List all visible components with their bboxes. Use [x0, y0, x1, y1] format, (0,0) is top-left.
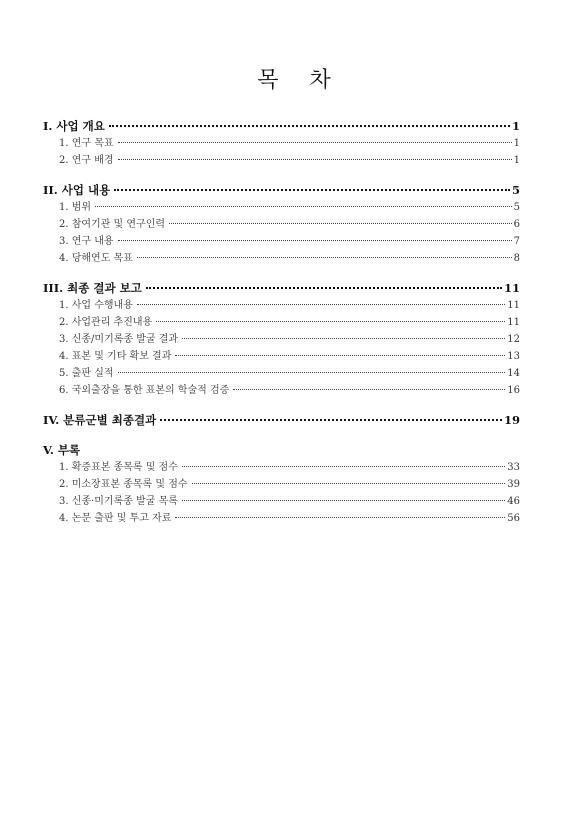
- dot-leader: [137, 303, 505, 305]
- toc-entry-label: 2. 미소장표본 종목록 및 점수: [59, 479, 188, 490]
- toc-entry[interactable]: [43, 476, 520, 493]
- toc-page-number: 11: [507, 300, 520, 311]
- toc-page-number: 6: [513, 219, 520, 230]
- toc-section-label: IV. 분류군별 최종결과: [43, 413, 157, 427]
- toc-entry[interactable]: [43, 493, 520, 510]
- toc-entry-label: 1. 범위: [59, 202, 92, 213]
- toc-section-label: V. 부록: [43, 443, 81, 457]
- dot-leader: [118, 371, 506, 373]
- dot-leader: [109, 124, 510, 127]
- toc-section-heading[interactable]: [43, 280, 520, 297]
- toc-entry-label: 1. 확증표본 종목록 및 점수: [59, 462, 178, 473]
- toc-entry-label: 6. 국외출장을 통한 표본의 학술적 검증: [59, 385, 230, 396]
- dot-leader: [233, 388, 505, 390]
- dot-leader: [95, 205, 512, 207]
- toc-section-heading[interactable]: [43, 412, 520, 429]
- dot-leader: [156, 320, 505, 322]
- toc-page-number: 1: [513, 155, 520, 166]
- toc-section-label: II. 사업 내용: [43, 183, 111, 197]
- toc-section-heading[interactable]: [43, 118, 520, 135]
- toc-entry-label: 2. 연구 배경: [59, 155, 114, 166]
- toc-section: [43, 182, 520, 267]
- dot-leader: [182, 337, 505, 339]
- toc-entry[interactable]: [43, 199, 520, 216]
- toc-entry-label: 2. 사업관리 추진내용: [59, 317, 153, 328]
- toc-page-number: 7: [513, 236, 520, 247]
- dot-leader: [118, 141, 512, 143]
- toc-page-number: 11: [507, 317, 520, 328]
- toc-page-number: 33: [507, 462, 520, 473]
- dot-leader: [160, 418, 502, 421]
- dot-leader: [169, 222, 512, 224]
- toc-section-label: III. 최종 결과 보고: [43, 281, 142, 295]
- toc-entry-label: 4. 표본 및 기타 확보 결과: [59, 351, 172, 362]
- dot-leader: [118, 239, 512, 241]
- toc-section-heading[interactable]: [43, 442, 520, 459]
- toc-entry-label: 5. 출판 실적: [59, 368, 114, 379]
- toc-entry[interactable]: [43, 297, 520, 314]
- dot-leader: [175, 516, 505, 518]
- toc-entry[interactable]: [43, 382, 520, 399]
- toc-page-number: 1: [513, 138, 520, 149]
- toc-entry[interactable]: [43, 348, 520, 365]
- toc-entry-label: 3. 신종/미기록종 발굴 결과: [59, 334, 179, 345]
- toc-page-number: 8: [513, 253, 520, 264]
- dot-leader: [146, 286, 502, 289]
- dot-leader: [114, 188, 510, 191]
- dot-leader: [182, 499, 505, 501]
- toc-page-number: 13: [507, 351, 520, 362]
- toc-page-number: 1: [511, 119, 520, 133]
- toc-entry[interactable]: [43, 365, 520, 382]
- toc-page-number: 5: [511, 183, 520, 197]
- toc-entry-label: 3. 신종·미기록종 발굴 목록: [59, 496, 178, 507]
- dot-leader: [192, 482, 506, 484]
- toc-entry-label: 4. 논문 출판 및 투고 자료: [59, 513, 172, 524]
- toc-entry[interactable]: [43, 135, 520, 152]
- toc-page-number: 11: [503, 281, 520, 295]
- toc-section: [43, 118, 520, 169]
- toc-section: [43, 442, 520, 527]
- dot-leader: [118, 158, 512, 160]
- toc-entry[interactable]: [43, 250, 520, 267]
- toc-entry-label: 1. 연구 목표: [59, 138, 114, 149]
- toc-page-number: 12: [507, 334, 520, 345]
- dot-leader: [175, 354, 505, 356]
- table-of-contents: [43, 118, 520, 540]
- toc-section: [43, 280, 520, 399]
- toc-entry[interactable]: [43, 510, 520, 527]
- toc-section-label: I. 사업 개요: [43, 119, 105, 133]
- toc-entry-label: 4. 당해연도 목표: [59, 253, 133, 264]
- toc-page-number: 46: [507, 496, 520, 507]
- dot-leader: [137, 256, 512, 258]
- toc-page-number: 56: [507, 513, 520, 524]
- toc-section-heading[interactable]: [43, 182, 520, 199]
- toc-page-number: 14: [507, 368, 520, 379]
- toc-entry[interactable]: [43, 233, 520, 250]
- toc-entry-label: 2. 참여기관 및 연구인력: [59, 219, 166, 230]
- toc-page-number: 19: [503, 413, 520, 427]
- toc-page-number: 39: [507, 479, 520, 490]
- toc-entry-label: 1. 사업 수행내용: [59, 300, 133, 311]
- page-title: 목 차: [257, 68, 343, 93]
- toc-page-number: 16: [507, 385, 520, 396]
- toc-entry[interactable]: [43, 459, 520, 476]
- dot-leader: [182, 465, 505, 467]
- toc-section: [43, 412, 520, 429]
- toc-entry[interactable]: [43, 331, 520, 348]
- toc-entry[interactable]: [43, 314, 520, 331]
- toc-entry-label: 3. 연구 내용: [59, 236, 114, 247]
- toc-entry[interactable]: [43, 216, 520, 233]
- toc-entry[interactable]: [43, 152, 520, 169]
- toc-page-number: 5: [513, 202, 520, 213]
